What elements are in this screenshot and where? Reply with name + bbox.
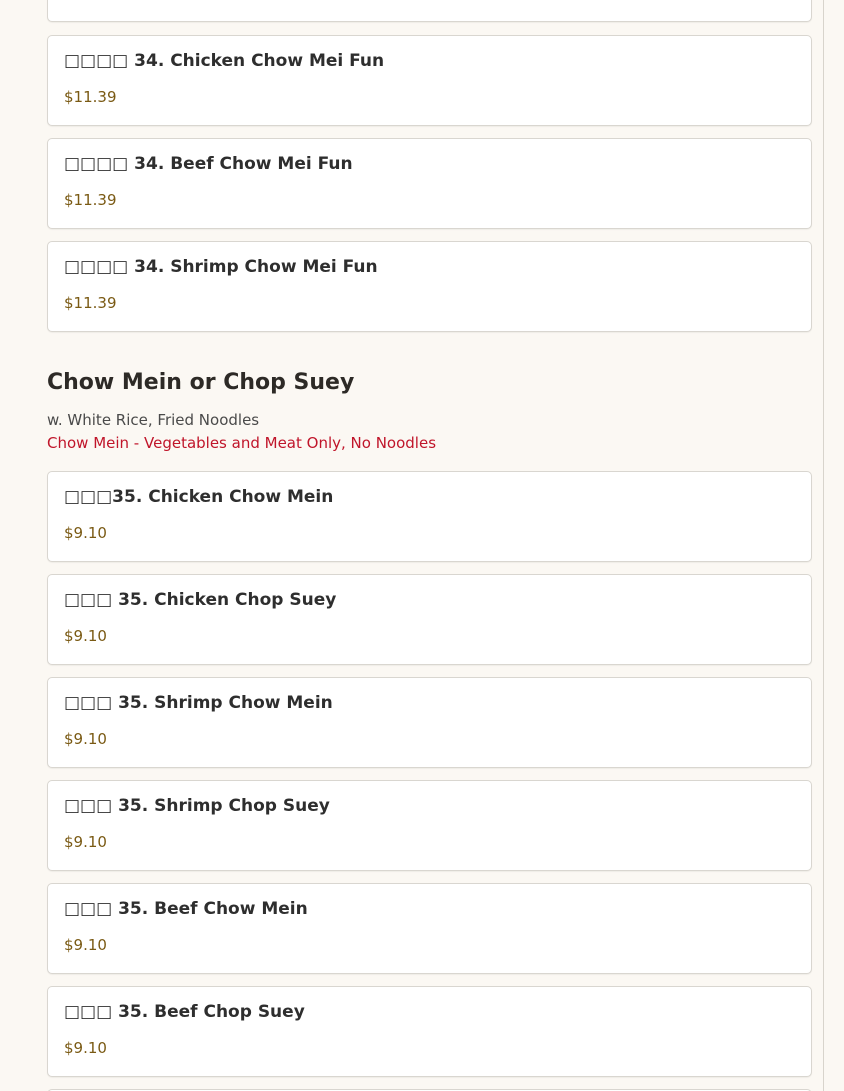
menu-item-card[interactable] <box>47 35 812 126</box>
menu-item-card[interactable] <box>47 883 812 974</box>
menu-item-name: □□□ 35. Shrimp Chow Mein <box>64 693 333 713</box>
menu-item-card[interactable] <box>47 0 812 22</box>
section-title: Chow Mein or Chop Suey <box>47 370 355 395</box>
menu-item-price: $11.39 <box>64 191 117 209</box>
menu-item-price: $9.10 <box>64 833 107 851</box>
menu-item-name: □□□ 35. Chicken Chop Suey <box>64 590 337 610</box>
menu-item-card[interactable] <box>47 986 812 1077</box>
menu-item-name: □□□ 35. Beef Chop Suey <box>64 1002 305 1022</box>
menu-item-price: $9.10 <box>64 1039 107 1057</box>
menu-item-name: □□□35. Chicken Chow Mein <box>64 487 334 507</box>
menu-item-name: □□□□ 34. Beef Chow Mei Fun <box>64 154 353 174</box>
menu-item-name: □□□□ 34. Chicken Chow Mei Fun <box>64 51 385 71</box>
menu-item-price: $9.10 <box>64 627 107 645</box>
menu-item-name: □□□ 35. Beef Chow Mein <box>64 899 308 919</box>
menu-item-name: □□□ 35. Shrimp Chop Suey <box>64 796 330 816</box>
menu-item-card[interactable] <box>47 138 812 229</box>
menu-item-card[interactable] <box>47 574 812 665</box>
section-note: Chow Mein - Vegetables and Meat Only, No Noodles <box>47 434 437 452</box>
menu-item-card[interactable] <box>47 677 812 768</box>
menu-item-price: $9.10 <box>64 524 107 542</box>
section-subtitle: w. White Rice, Fried Noodles <box>47 411 260 429</box>
menu-item-card[interactable] <box>47 241 812 332</box>
menu-item-card[interactable] <box>47 471 812 562</box>
menu-item-price: $11.39 <box>64 88 117 106</box>
menu-item-card[interactable] <box>47 780 812 871</box>
menu-item-price: $9.10 <box>64 936 107 954</box>
menu-item-price: $11.39 <box>64 294 117 312</box>
menu-item-price: $9.10 <box>64 730 107 748</box>
menu-item-name: □□□□ 34. Shrimp Chow Mei Fun <box>64 257 378 277</box>
